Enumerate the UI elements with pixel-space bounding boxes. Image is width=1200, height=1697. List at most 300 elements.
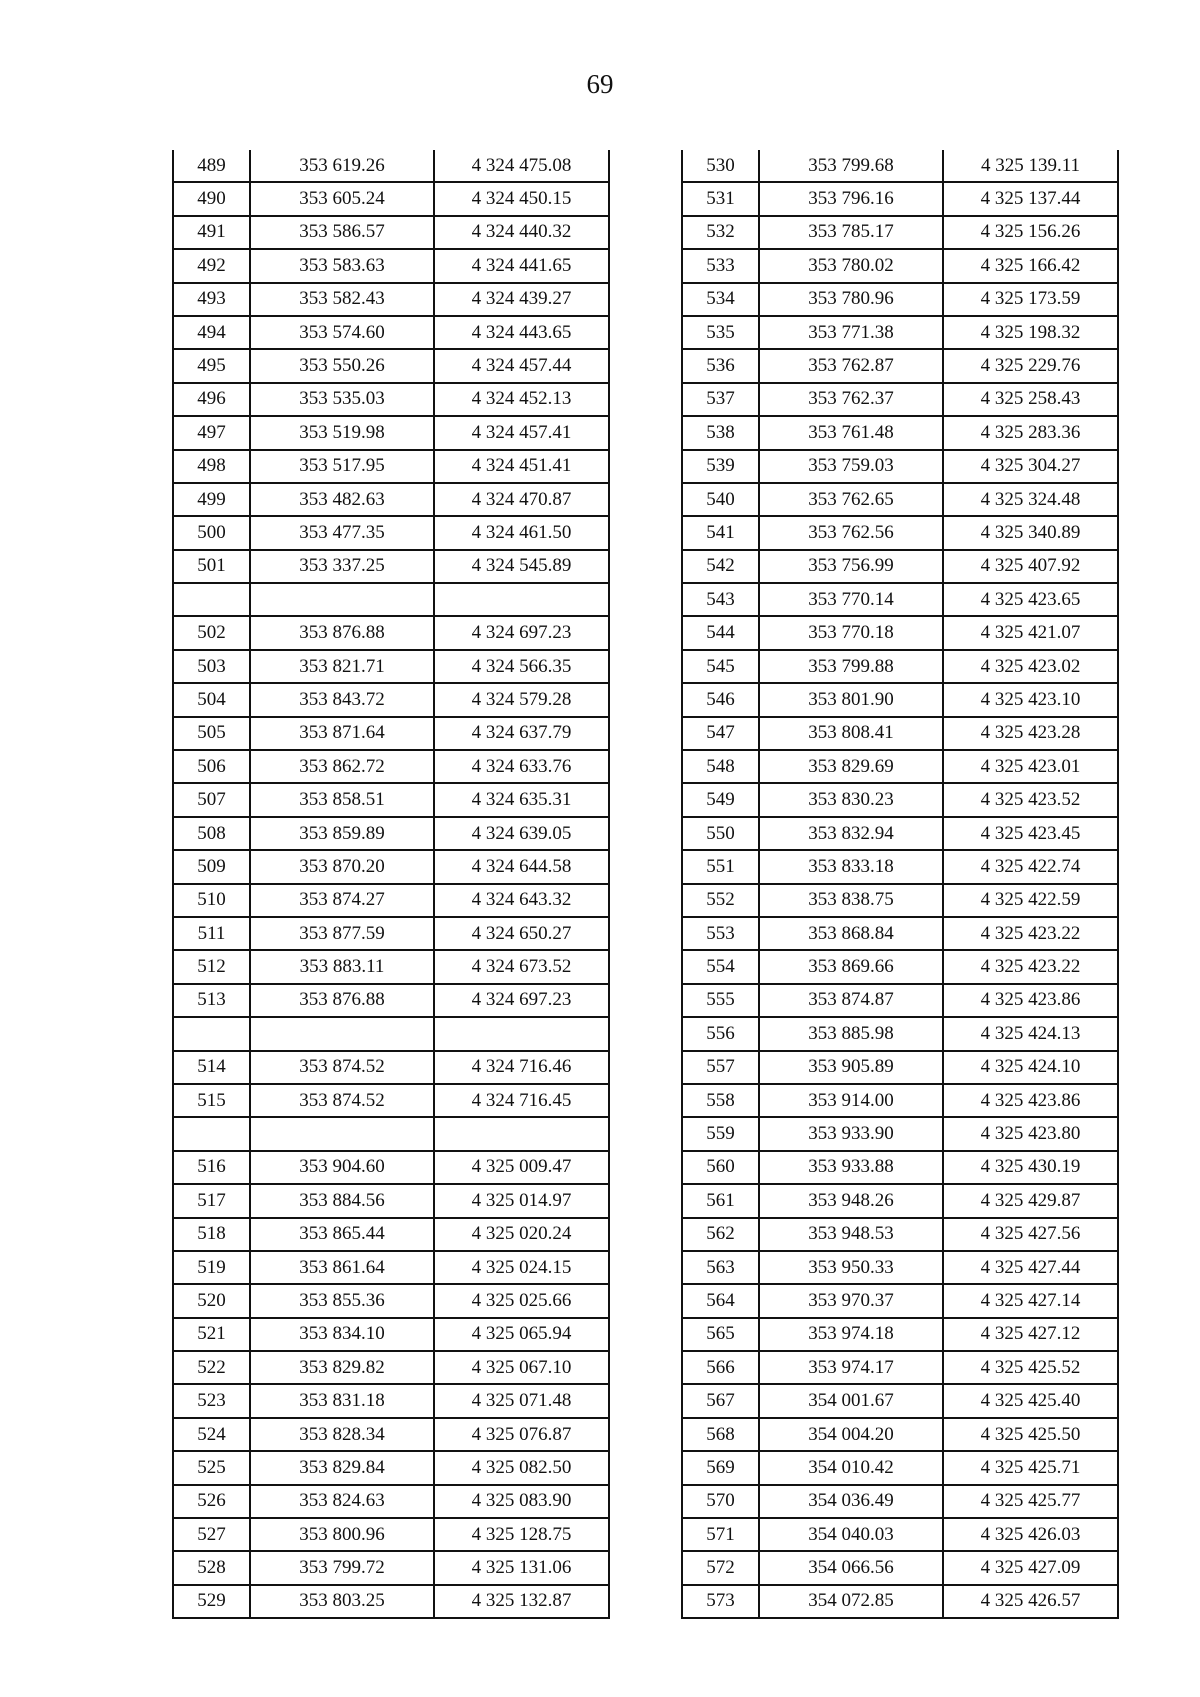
table-row xyxy=(173,316,609,349)
y-coordinate-cell: 4 325 425.71 xyxy=(943,1451,1118,1484)
table-row xyxy=(682,1585,1118,1618)
x-coordinate-cell: 353 796.16 xyxy=(759,182,943,215)
table-row xyxy=(682,1551,1118,1584)
x-coordinate-cell: 353 868.84 xyxy=(759,917,943,950)
y-coordinate-cell xyxy=(434,1017,609,1050)
table-row xyxy=(682,283,1118,316)
y-coordinate-cell: 4 325 065.94 xyxy=(434,1318,609,1351)
point-number-cell: 527 xyxy=(173,1518,250,1551)
point-number-cell: 506 xyxy=(173,750,250,783)
y-coordinate-cell: 4 324 443.65 xyxy=(434,316,609,349)
x-coordinate-cell: 354 072.85 xyxy=(759,1585,943,1618)
x-coordinate-cell: 353 831.18 xyxy=(250,1384,434,1417)
y-coordinate-cell: 4 325 258.43 xyxy=(943,383,1118,416)
table-row xyxy=(173,1184,609,1217)
point-number-cell: 561 xyxy=(682,1184,759,1217)
table-row xyxy=(173,717,609,750)
x-coordinate-cell: 353 535.03 xyxy=(250,383,434,416)
y-coordinate-cell: 4 324 633.76 xyxy=(434,750,609,783)
point-number-cell: 504 xyxy=(173,683,250,716)
y-coordinate-cell: 4 325 426.03 xyxy=(943,1518,1118,1551)
point-number-cell: 514 xyxy=(173,1051,250,1084)
y-coordinate-cell: 4 324 566.35 xyxy=(434,650,609,683)
table-row xyxy=(682,917,1118,950)
point-number-cell: 531 xyxy=(682,182,759,215)
x-coordinate-cell: 353 870.20 xyxy=(250,850,434,883)
x-coordinate-cell: 353 583.63 xyxy=(250,249,434,282)
point-number-cell: 564 xyxy=(682,1284,759,1317)
coordinates-table-left-body xyxy=(173,150,609,1618)
table-row xyxy=(173,383,609,416)
y-coordinate-cell: 4 324 457.41 xyxy=(434,416,609,449)
y-coordinate-cell: 4 325 423.65 xyxy=(943,583,1118,616)
y-coordinate-cell: 4 325 423.10 xyxy=(943,683,1118,716)
x-coordinate-cell: 353 550.26 xyxy=(250,349,434,382)
point-number-cell: 520 xyxy=(173,1284,250,1317)
table-row xyxy=(682,650,1118,683)
point-number-cell: 491 xyxy=(173,216,250,249)
x-coordinate-cell: 353 821.71 xyxy=(250,650,434,683)
y-coordinate-cell: 4 325 423.22 xyxy=(943,950,1118,983)
y-coordinate-cell: 4 325 422.74 xyxy=(943,850,1118,883)
table-row xyxy=(682,516,1118,549)
y-coordinate-cell: 4 324 440.32 xyxy=(434,216,609,249)
y-coordinate-cell: 4 325 425.52 xyxy=(943,1351,1118,1384)
table-row xyxy=(682,583,1118,616)
y-coordinate-cell: 4 325 429.87 xyxy=(943,1184,1118,1217)
table-row xyxy=(682,1051,1118,1084)
point-number-cell xyxy=(173,583,250,616)
table-row xyxy=(173,583,609,616)
y-coordinate-cell: 4 324 545.89 xyxy=(434,550,609,583)
y-coordinate-cell: 4 325 425.50 xyxy=(943,1418,1118,1451)
point-number-cell: 540 xyxy=(682,483,759,516)
y-coordinate-cell: 4 325 304.27 xyxy=(943,450,1118,483)
x-coordinate-cell: 353 800.96 xyxy=(250,1518,434,1551)
point-number-cell: 569 xyxy=(682,1451,759,1484)
point-number-cell: 536 xyxy=(682,349,759,382)
table-row xyxy=(682,1084,1118,1117)
table-row xyxy=(173,984,609,1017)
table-row xyxy=(682,1451,1118,1484)
y-coordinate-cell: 4 324 475.08 xyxy=(434,150,609,182)
y-coordinate-cell: 4 325 198.32 xyxy=(943,316,1118,349)
x-coordinate-cell: 353 808.41 xyxy=(759,717,943,750)
point-number-cell: 494 xyxy=(173,316,250,349)
table-row xyxy=(682,817,1118,850)
table-row xyxy=(173,1451,609,1484)
x-coordinate-cell: 353 574.60 xyxy=(250,316,434,349)
x-coordinate-cell: 353 780.02 xyxy=(759,249,943,282)
x-coordinate-cell: 353 801.90 xyxy=(759,683,943,716)
y-coordinate-cell: 4 325 076.87 xyxy=(434,1418,609,1451)
x-coordinate-cell: 353 933.88 xyxy=(759,1151,943,1184)
point-number-cell: 563 xyxy=(682,1251,759,1284)
y-coordinate-cell: 4 325 421.07 xyxy=(943,616,1118,649)
point-number-cell: 567 xyxy=(682,1384,759,1417)
x-coordinate-cell: 353 770.14 xyxy=(759,583,943,616)
table-row xyxy=(682,249,1118,282)
x-coordinate-cell: 353 858.51 xyxy=(250,783,434,816)
x-coordinate-cell: 353 883.11 xyxy=(250,950,434,983)
point-number-cell: 573 xyxy=(682,1585,759,1618)
table-row xyxy=(173,1585,609,1618)
point-number-cell: 533 xyxy=(682,249,759,282)
x-coordinate-cell: 353 871.64 xyxy=(250,717,434,750)
y-coordinate-cell: 4 325 340.89 xyxy=(943,516,1118,549)
x-coordinate-cell xyxy=(250,1117,434,1150)
point-number-cell: 526 xyxy=(173,1485,250,1518)
point-number-cell: 549 xyxy=(682,783,759,816)
point-number-cell: 523 xyxy=(173,1384,250,1417)
table-row xyxy=(682,1351,1118,1384)
point-number-cell: 492 xyxy=(173,249,250,282)
point-number-cell: 572 xyxy=(682,1551,759,1584)
point-number-cell: 556 xyxy=(682,1017,759,1050)
point-number-cell: 512 xyxy=(173,950,250,983)
table-row xyxy=(682,1318,1118,1351)
y-coordinate-cell: 4 325 407.92 xyxy=(943,550,1118,583)
y-coordinate-cell: 4 325 166.42 xyxy=(943,249,1118,282)
table-row xyxy=(173,884,609,917)
x-coordinate-cell: 353 970.37 xyxy=(759,1284,943,1317)
table-row xyxy=(173,249,609,282)
y-coordinate-cell: 4 324 457.44 xyxy=(434,349,609,382)
point-number-cell: 566 xyxy=(682,1351,759,1384)
table-row xyxy=(682,783,1118,816)
x-coordinate-cell: 353 519.98 xyxy=(250,416,434,449)
table-row xyxy=(682,717,1118,750)
x-coordinate-cell: 353 948.26 xyxy=(759,1184,943,1217)
point-number-cell: 538 xyxy=(682,416,759,449)
y-coordinate-cell: 4 325 427.56 xyxy=(943,1218,1118,1251)
y-coordinate-cell: 4 325 423.80 xyxy=(943,1117,1118,1150)
x-coordinate-cell: 353 843.72 xyxy=(250,683,434,716)
y-coordinate-cell: 4 325 025.66 xyxy=(434,1284,609,1317)
y-coordinate-cell: 4 325 423.02 xyxy=(943,650,1118,683)
x-coordinate-cell: 353 828.34 xyxy=(250,1418,434,1451)
y-coordinate-cell: 4 324 716.45 xyxy=(434,1084,609,1117)
y-coordinate-cell: 4 325 423.01 xyxy=(943,750,1118,783)
point-number-cell: 517 xyxy=(173,1184,250,1217)
x-coordinate-cell: 353 974.17 xyxy=(759,1351,943,1384)
point-number-cell: 529 xyxy=(173,1585,250,1618)
point-number-cell: 503 xyxy=(173,650,250,683)
point-number-cell: 524 xyxy=(173,1418,250,1451)
table-row xyxy=(173,182,609,215)
point-number-cell: 548 xyxy=(682,750,759,783)
x-coordinate-cell: 353 785.17 xyxy=(759,216,943,249)
x-coordinate-cell: 353 803.25 xyxy=(250,1585,434,1618)
table-row xyxy=(173,1117,609,1150)
y-coordinate-cell: 4 324 452.13 xyxy=(434,383,609,416)
point-number-cell: 558 xyxy=(682,1084,759,1117)
table-row xyxy=(173,1151,609,1184)
x-coordinate-cell: 353 884.56 xyxy=(250,1184,434,1217)
point-number-cell: 508 xyxy=(173,817,250,850)
point-number-cell: 554 xyxy=(682,950,759,983)
point-number-cell: 565 xyxy=(682,1318,759,1351)
y-coordinate-cell: 4 325 423.52 xyxy=(943,783,1118,816)
x-coordinate-cell: 353 950.33 xyxy=(759,1251,943,1284)
y-coordinate-cell: 4 325 425.40 xyxy=(943,1384,1118,1417)
point-number-cell: 518 xyxy=(173,1218,250,1251)
y-coordinate-cell: 4 325 173.59 xyxy=(943,283,1118,316)
y-coordinate-cell: 4 324 439.27 xyxy=(434,283,609,316)
point-number-cell: 555 xyxy=(682,984,759,1017)
y-coordinate-cell: 4 325 014.97 xyxy=(434,1184,609,1217)
x-coordinate-cell: 353 914.00 xyxy=(759,1084,943,1117)
x-coordinate-cell: 353 862.72 xyxy=(250,750,434,783)
point-number-cell: 568 xyxy=(682,1418,759,1451)
y-coordinate-cell: 4 325 082.50 xyxy=(434,1451,609,1484)
table-row xyxy=(173,1284,609,1317)
point-number-cell: 490 xyxy=(173,182,250,215)
y-coordinate-cell: 4 325 137.44 xyxy=(943,182,1118,215)
table-row xyxy=(173,650,609,683)
x-coordinate-cell: 354 010.42 xyxy=(759,1451,943,1484)
coordinates-table-right xyxy=(681,150,1119,1619)
table-row xyxy=(682,1384,1118,1417)
point-number-cell: 516 xyxy=(173,1151,250,1184)
x-coordinate-cell: 353 876.88 xyxy=(250,616,434,649)
x-coordinate-cell: 353 829.82 xyxy=(250,1351,434,1384)
x-coordinate-cell: 353 762.56 xyxy=(759,516,943,549)
table-row xyxy=(173,483,609,516)
table-row xyxy=(173,917,609,950)
table-row xyxy=(682,1218,1118,1251)
point-number-cell: 553 xyxy=(682,917,759,950)
x-coordinate-cell: 353 974.18 xyxy=(759,1318,943,1351)
point-number-cell: 543 xyxy=(682,583,759,616)
table-row xyxy=(682,850,1118,883)
table-row xyxy=(173,1051,609,1084)
table-row xyxy=(173,416,609,449)
point-number-cell: 525 xyxy=(173,1451,250,1484)
x-coordinate-cell: 353 586.57 xyxy=(250,216,434,249)
table-row xyxy=(682,150,1118,182)
x-coordinate-cell: 353 770.18 xyxy=(759,616,943,649)
y-coordinate-cell: 4 325 427.09 xyxy=(943,1551,1118,1584)
table-row xyxy=(173,1485,609,1518)
x-coordinate-cell: 353 905.89 xyxy=(759,1051,943,1084)
x-coordinate-cell: 354 066.56 xyxy=(759,1551,943,1584)
point-number-cell: 495 xyxy=(173,349,250,382)
point-number-cell: 542 xyxy=(682,550,759,583)
point-number-cell: 541 xyxy=(682,516,759,549)
point-number-cell: 535 xyxy=(682,316,759,349)
point-number-cell: 505 xyxy=(173,717,250,750)
table-row xyxy=(173,850,609,883)
y-coordinate-cell: 4 325 324.48 xyxy=(943,483,1118,516)
x-coordinate-cell: 353 885.98 xyxy=(759,1017,943,1050)
y-coordinate-cell: 4 325 020.24 xyxy=(434,1218,609,1251)
table-row xyxy=(682,1418,1118,1451)
table-row xyxy=(173,349,609,382)
table-row xyxy=(173,150,609,182)
point-number-cell: 493 xyxy=(173,283,250,316)
y-coordinate-cell: 4 325 427.14 xyxy=(943,1284,1118,1317)
table-row xyxy=(682,1518,1118,1551)
table-row xyxy=(682,182,1118,215)
point-number-cell: 500 xyxy=(173,516,250,549)
point-number-cell: 509 xyxy=(173,850,250,883)
y-coordinate-cell: 4 325 009.47 xyxy=(434,1151,609,1184)
y-coordinate-cell: 4 325 083.90 xyxy=(434,1485,609,1518)
y-coordinate-cell: 4 324 643.32 xyxy=(434,884,609,917)
table-row xyxy=(173,1251,609,1284)
y-coordinate-cell: 4 325 427.44 xyxy=(943,1251,1118,1284)
point-number-cell: 545 xyxy=(682,650,759,683)
point-number-cell: 507 xyxy=(173,783,250,816)
point-number-cell: 550 xyxy=(682,817,759,850)
point-number-cell: 528 xyxy=(173,1551,250,1584)
coordinates-table-left xyxy=(172,150,610,1619)
x-coordinate-cell: 353 874.87 xyxy=(759,984,943,1017)
point-number-cell: 502 xyxy=(173,616,250,649)
x-coordinate-cell: 353 829.69 xyxy=(759,750,943,783)
table-row xyxy=(682,416,1118,449)
point-number-cell: 501 xyxy=(173,550,250,583)
table-row xyxy=(173,616,609,649)
y-coordinate-cell: 4 325 423.86 xyxy=(943,1084,1118,1117)
point-number-cell: 544 xyxy=(682,616,759,649)
point-number-cell: 499 xyxy=(173,483,250,516)
table-row xyxy=(173,216,609,249)
x-coordinate-cell: 353 771.38 xyxy=(759,316,943,349)
coordinates-table-right-body xyxy=(682,150,1118,1618)
y-coordinate-cell: 4 325 423.86 xyxy=(943,984,1118,1017)
point-number-cell: 489 xyxy=(173,150,250,182)
point-number-cell: 547 xyxy=(682,717,759,750)
point-number-cell: 560 xyxy=(682,1151,759,1184)
point-number-cell: 562 xyxy=(682,1218,759,1251)
table-row xyxy=(173,1384,609,1417)
table-row xyxy=(173,1418,609,1451)
y-coordinate-cell: 4 325 426.57 xyxy=(943,1585,1118,1618)
point-number-cell xyxy=(173,1117,250,1150)
point-number-cell: 497 xyxy=(173,416,250,449)
y-coordinate-cell: 4 325 423.45 xyxy=(943,817,1118,850)
y-coordinate-cell: 4 325 128.75 xyxy=(434,1518,609,1551)
table-row xyxy=(682,1251,1118,1284)
table-row xyxy=(173,283,609,316)
point-number-cell: 530 xyxy=(682,150,759,182)
x-coordinate-cell: 353 517.95 xyxy=(250,450,434,483)
point-number-cell: 522 xyxy=(173,1351,250,1384)
x-coordinate-cell: 353 799.88 xyxy=(759,650,943,683)
y-coordinate-cell: 4 325 132.87 xyxy=(434,1585,609,1618)
x-coordinate-cell: 353 799.72 xyxy=(250,1551,434,1584)
y-coordinate-cell: 4 325 423.28 xyxy=(943,717,1118,750)
x-coordinate-cell: 353 762.65 xyxy=(759,483,943,516)
table-row xyxy=(173,1218,609,1251)
table-row xyxy=(682,1284,1118,1317)
point-number-cell: 511 xyxy=(173,917,250,950)
point-number-cell: 496 xyxy=(173,383,250,416)
x-coordinate-cell: 353 756.99 xyxy=(759,550,943,583)
table-row xyxy=(173,450,609,483)
x-coordinate-cell: 353 762.87 xyxy=(759,349,943,382)
table-row xyxy=(682,1184,1118,1217)
x-coordinate-cell: 354 001.67 xyxy=(759,1384,943,1417)
y-coordinate-cell: 4 325 427.12 xyxy=(943,1318,1118,1351)
page-number: 69 xyxy=(586,69,614,99)
y-coordinate-cell: 4 324 637.79 xyxy=(434,717,609,750)
point-number-cell: 546 xyxy=(682,683,759,716)
y-coordinate-cell: 4 324 697.23 xyxy=(434,616,609,649)
y-coordinate-cell: 4 324 697.23 xyxy=(434,984,609,1017)
x-coordinate-cell: 353 855.36 xyxy=(250,1284,434,1317)
table-row xyxy=(173,550,609,583)
x-coordinate-cell: 353 799.68 xyxy=(759,150,943,182)
x-coordinate-cell: 353 874.27 xyxy=(250,884,434,917)
x-coordinate-cell: 354 040.03 xyxy=(759,1518,943,1551)
table-row xyxy=(682,950,1118,983)
x-coordinate-cell: 353 832.94 xyxy=(759,817,943,850)
table-row xyxy=(173,683,609,716)
point-number-cell: 498 xyxy=(173,450,250,483)
point-number-cell xyxy=(173,1017,250,1050)
point-number-cell: 537 xyxy=(682,383,759,416)
table-row xyxy=(173,817,609,850)
table-row xyxy=(682,483,1118,516)
y-coordinate-cell: 4 325 424.10 xyxy=(943,1051,1118,1084)
point-number-cell: 571 xyxy=(682,1518,759,1551)
y-coordinate-cell: 4 324 461.50 xyxy=(434,516,609,549)
y-coordinate-cell: 4 324 639.05 xyxy=(434,817,609,850)
y-coordinate-cell: 4 325 422.59 xyxy=(943,884,1118,917)
table-row xyxy=(173,1017,609,1050)
y-coordinate-cell: 4 325 425.77 xyxy=(943,1485,1118,1518)
y-coordinate-cell: 4 324 451.41 xyxy=(434,450,609,483)
y-coordinate-cell xyxy=(434,1117,609,1150)
table-row xyxy=(173,1318,609,1351)
x-coordinate-cell: 353 874.52 xyxy=(250,1051,434,1084)
x-coordinate-cell: 353 904.60 xyxy=(250,1151,434,1184)
table-row xyxy=(173,1084,609,1117)
table-row xyxy=(173,750,609,783)
x-coordinate-cell: 353 830.23 xyxy=(759,783,943,816)
y-coordinate-cell: 4 325 071.48 xyxy=(434,1384,609,1417)
table-row xyxy=(682,349,1118,382)
x-coordinate-cell: 353 829.84 xyxy=(250,1451,434,1484)
x-coordinate-cell: 353 834.10 xyxy=(250,1318,434,1351)
table-row xyxy=(682,1117,1118,1150)
table-row xyxy=(173,950,609,983)
y-coordinate-cell: 4 324 470.87 xyxy=(434,483,609,516)
point-number-cell: 519 xyxy=(173,1251,250,1284)
x-coordinate-cell: 353 337.25 xyxy=(250,550,434,583)
table-row xyxy=(173,1351,609,1384)
x-coordinate-cell: 353 933.90 xyxy=(759,1117,943,1150)
table-row xyxy=(682,383,1118,416)
y-coordinate-cell: 4 324 644.58 xyxy=(434,850,609,883)
table-row xyxy=(682,550,1118,583)
x-coordinate-cell: 353 838.75 xyxy=(759,884,943,917)
x-coordinate-cell: 354 004.20 xyxy=(759,1418,943,1451)
x-coordinate-cell: 353 780.96 xyxy=(759,283,943,316)
point-number-cell: 559 xyxy=(682,1117,759,1150)
x-coordinate-cell: 353 477.35 xyxy=(250,516,434,549)
x-coordinate-cell: 353 865.44 xyxy=(250,1218,434,1251)
x-coordinate-cell: 353 861.64 xyxy=(250,1251,434,1284)
x-coordinate-cell: 353 877.59 xyxy=(250,917,434,950)
y-coordinate-cell: 4 325 423.22 xyxy=(943,917,1118,950)
y-coordinate-cell: 4 325 139.11 xyxy=(943,150,1118,182)
y-coordinate-cell: 4 324 716.46 xyxy=(434,1051,609,1084)
point-number-cell: 570 xyxy=(682,1485,759,1518)
